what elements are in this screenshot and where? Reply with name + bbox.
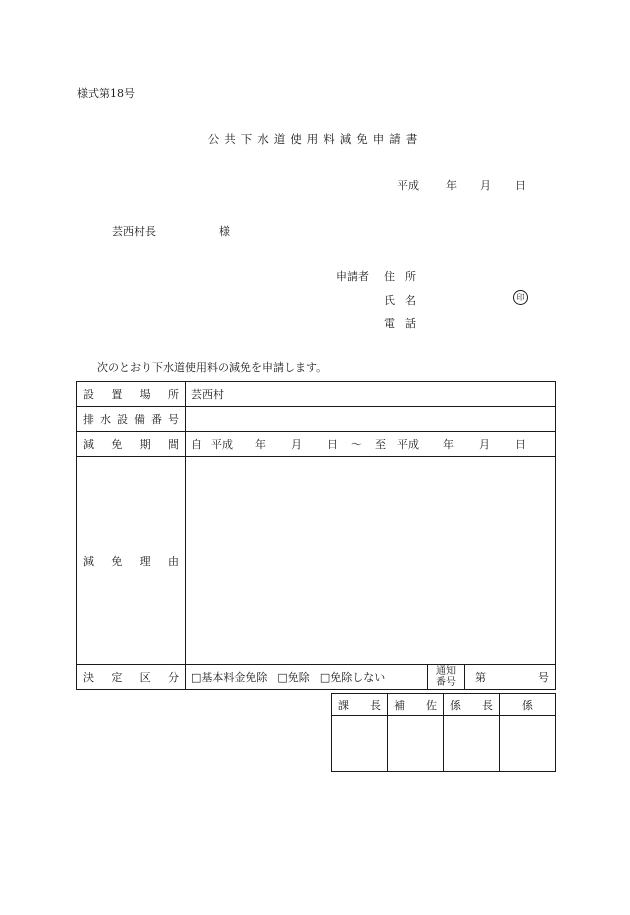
label-char: 場 xyxy=(139,388,151,401)
period-label xyxy=(77,432,186,457)
equipment-value[interactable] xyxy=(186,407,556,432)
location-row xyxy=(77,382,556,407)
approval-table xyxy=(331,693,556,772)
date-era: 平成 xyxy=(397,179,419,192)
notice-number-label xyxy=(427,665,465,689)
approval-header-assistant xyxy=(388,694,444,716)
period-era2: 平成 xyxy=(397,438,419,451)
label-char: 免 xyxy=(111,438,123,451)
reason-label xyxy=(77,457,186,665)
addressee-name: 芸西村長 xyxy=(112,225,156,238)
label-char: 課 xyxy=(338,698,349,712)
document-title: 公共下水道使用料減免申請書 xyxy=(207,132,423,146)
period-month: 月 xyxy=(291,438,302,451)
approval-header-chief xyxy=(444,694,500,716)
label-char: 備 xyxy=(134,413,145,426)
name-label: 氏名 xyxy=(384,294,426,307)
approval-stamp-row xyxy=(332,716,556,772)
address-label: 住所 xyxy=(384,270,426,283)
label-char: 長 xyxy=(482,698,493,712)
period-day: 日 xyxy=(327,438,338,451)
approval-header-row xyxy=(332,694,556,716)
addressee-honorific: 様 xyxy=(219,225,230,238)
label-char: 水 xyxy=(100,413,111,426)
label-char: 補 xyxy=(394,698,405,712)
seal-mark: 印 xyxy=(513,290,528,305)
period-value[interactable] xyxy=(186,432,556,457)
label-char: 区 xyxy=(139,671,151,684)
intro-text: 次のとおり下水道使用料の減免を申請します。 xyxy=(97,361,328,374)
decision-row xyxy=(77,665,556,690)
notice-label-line1: 通知 xyxy=(436,666,456,677)
approval-header-section-chief xyxy=(332,694,388,716)
notice-go: 号 xyxy=(538,671,549,684)
label-char: 減 xyxy=(83,554,94,568)
period-day2: 日 xyxy=(515,438,526,451)
decision-cell xyxy=(186,665,556,690)
date-year: 年 xyxy=(446,179,457,192)
decision-label xyxy=(77,665,186,690)
label-char: 設 xyxy=(117,413,128,426)
equipment-label xyxy=(77,407,186,432)
label-char: 定 xyxy=(111,671,123,684)
equipment-row xyxy=(77,407,556,432)
application-table xyxy=(76,381,556,690)
period-tilde: ～ xyxy=(351,438,362,451)
label-char: 期 xyxy=(139,438,151,451)
approval-stamp-chief[interactable] xyxy=(444,716,500,772)
period-year: 年 xyxy=(255,438,266,451)
label-char: 長 xyxy=(370,698,381,712)
option-basic-fee-exempt[interactable]: □基本料金免除 xyxy=(191,671,268,684)
label-char: 減 xyxy=(83,438,94,451)
approval-stamp-staff[interactable] xyxy=(500,716,556,772)
period-month2: 月 xyxy=(479,438,490,451)
label-char: 所 xyxy=(167,388,179,401)
label-char: 間 xyxy=(167,438,179,451)
phone-label: 電話 xyxy=(384,317,426,330)
label-char: 理 xyxy=(139,554,151,568)
notice-dai: 第 xyxy=(475,671,486,684)
label-char: 免 xyxy=(111,554,123,568)
label-char: 分 xyxy=(167,671,179,684)
form-number: 様式第18号 xyxy=(77,87,135,100)
period-to: 至 xyxy=(375,438,386,451)
period-row xyxy=(77,432,556,457)
location-label xyxy=(77,382,186,407)
reason-value[interactable] xyxy=(186,457,556,665)
location-value[interactable]: 芸西村 xyxy=(186,382,556,407)
label-char: 排 xyxy=(83,413,94,426)
reason-row xyxy=(77,457,556,665)
label-char: 設 xyxy=(83,388,94,401)
period-year2: 年 xyxy=(443,438,454,451)
notice-label-line2: 番号 xyxy=(436,677,456,688)
option-not-exempt[interactable]: □免除しない xyxy=(319,671,386,684)
label-char: 係 xyxy=(450,698,461,712)
applicant-label: 申請者 xyxy=(336,270,369,283)
label-char: 決 xyxy=(83,671,94,684)
date-day: 日 xyxy=(515,179,526,192)
approval-stamp-section-chief[interactable] xyxy=(332,716,388,772)
option-exempt[interactable]: □免除 xyxy=(277,671,310,684)
date-month: 月 xyxy=(480,179,491,192)
period-era: 平成 xyxy=(211,438,233,451)
label-char: 由 xyxy=(167,554,179,568)
label-char: 置 xyxy=(111,388,123,401)
approval-header-staff: 係 xyxy=(500,694,556,716)
label-char: 号 xyxy=(168,413,179,426)
approval-stamp-assistant[interactable] xyxy=(388,716,444,772)
period-from: 自 xyxy=(191,438,202,451)
label-char: 番 xyxy=(151,413,162,426)
label-char: 佐 xyxy=(426,698,437,712)
notice-number-field[interactable] xyxy=(465,665,555,689)
